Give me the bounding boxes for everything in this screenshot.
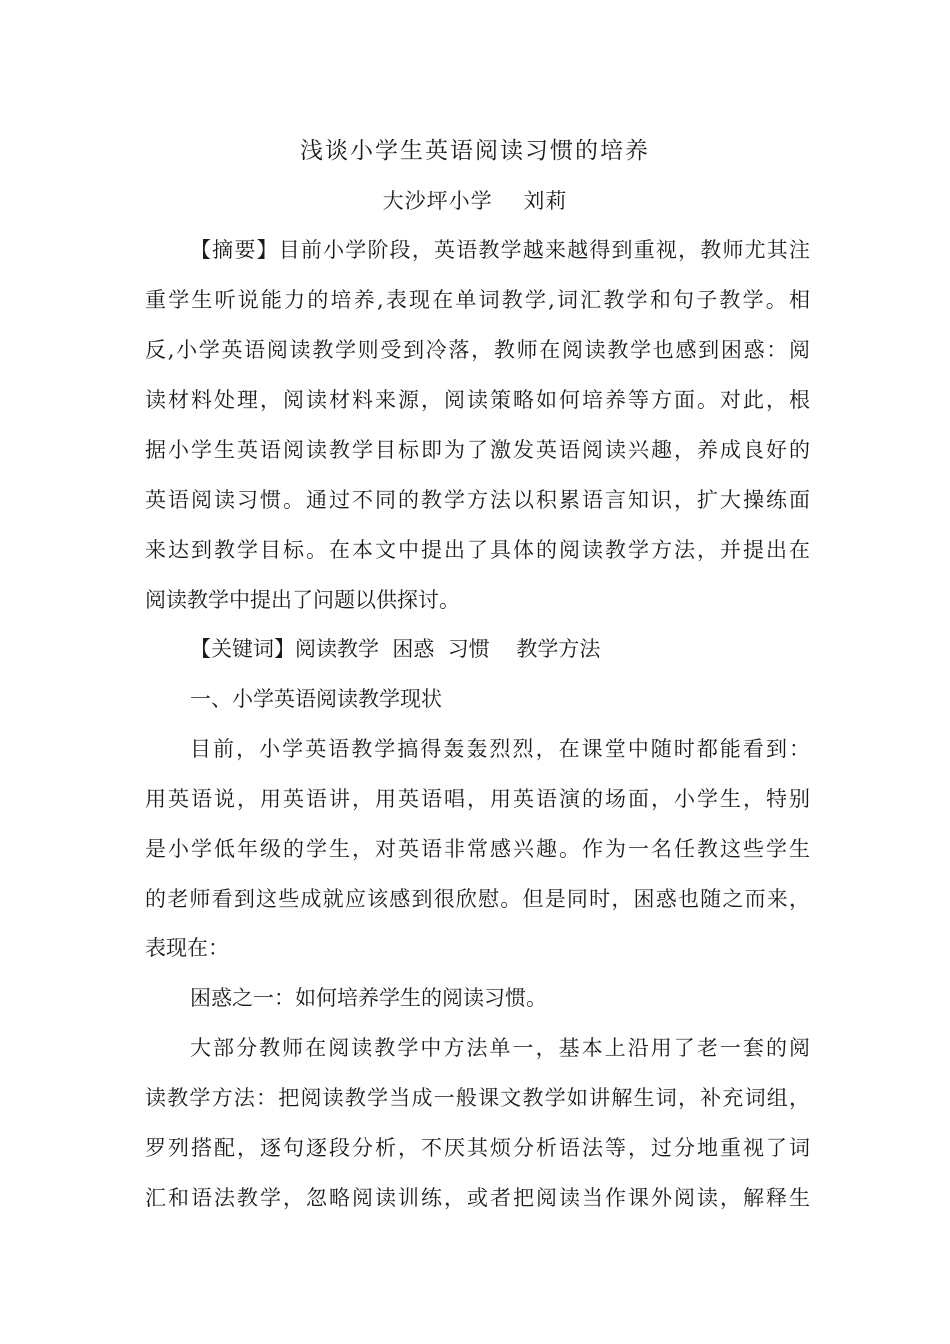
- abstract-line: 英语阅读习惯。通过不同的教学方法以积累语言知识，扩大操练面: [145, 488, 810, 512]
- body-line: 罗列搭配，逐句逐段分析，不厌其烦分析语法等，过分地重视了词: [145, 1136, 810, 1160]
- body-line: 的老师看到这些成就应该感到很欣慰。但是同时，困惑也随之而来，: [145, 887, 810, 911]
- author-line: 大沙坪小学 刘莉: [382, 189, 568, 213]
- body-line: 是小学低年级的学生，对英语非常感兴趣。作为一名任教这些学生: [145, 837, 810, 861]
- abstract-line: 读材料处理，阅读材料来源，阅读策略如何培养等方面。对此，根: [145, 388, 810, 412]
- body-line: 目前，小学英语教学搞得轰轰烈烈，在课堂中随时都能看到：: [190, 737, 810, 761]
- document-title: 浅谈小学生英语阅读习惯的培养: [300, 138, 650, 164]
- body-line: 汇和语法教学，忽略阅读训练，或者把阅读当作课外阅读，解释生: [145, 1186, 810, 1210]
- abstract-line: 【摘要】目前小学阶段，英语教学越来越得到重视，教师尤其注: [190, 238, 810, 262]
- body-line: 用英语说，用英语讲，用英语唱，用英语演的场面，小学生，特别: [145, 787, 810, 811]
- abstract-line: 反,小学英语阅读教学则受到冷落，教师在阅读教学也感到困惑：阅: [145, 338, 810, 362]
- abstract-line: 来达到教学目标。在本文中提出了具体的阅读教学方法，并提出在: [145, 538, 810, 562]
- abstract-line: 据小学生英语阅读教学目标即为了激发英语阅读兴趣，养成良好的: [145, 438, 810, 462]
- abstract-line: 阅读教学中提出了问题以供探讨。: [145, 588, 460, 612]
- section-heading: 一、小学英语阅读教学现状: [190, 687, 442, 711]
- keywords-line: 【关键词】阅读教学 困惑 习惯 教学方法: [190, 637, 601, 661]
- body-line: 表现在：: [145, 936, 229, 960]
- body-line: 读教学方法：把阅读教学当成一般课文教学如讲解生词，补充词组，: [145, 1086, 810, 1110]
- body-line: 大部分教师在阅读教学中方法单一，基本上沿用了老一套的阅: [190, 1036, 810, 1060]
- abstract-line: 重学生听说能力的培养,表现在单词教学,词汇教学和句子教学。相: [145, 288, 810, 312]
- subheading-line: 困惑之一：如何培养学生的阅读习惯。: [190, 986, 547, 1010]
